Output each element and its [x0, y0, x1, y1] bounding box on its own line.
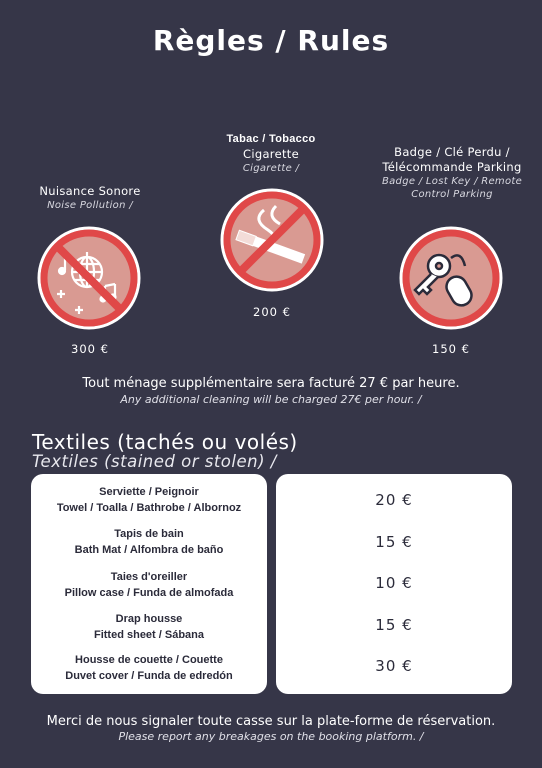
rule-smoking-price: 200 € — [253, 305, 291, 319]
textile-price-fitted-sheet: 15 € — [375, 616, 413, 634]
textile-item-fr: Taies d'oreiller — [110, 571, 188, 583]
textile-item-en: Duvet cover / Funda de edredón — [65, 670, 233, 682]
textile-price-duvet-cover: 30 € — [375, 657, 413, 675]
textiles-heading — [32, 430, 298, 471]
cleaning-notice-en: Any additional cleaning will be charged 27€ per hour. / — [120, 393, 422, 406]
textile-price-bath-mat: 15 € — [375, 533, 413, 551]
textile-item-en: Towel / Toalla / Bathrobe / Albornoz — [56, 502, 242, 514]
page-title: Règles / Rules — [152, 24, 390, 57]
rule-lost-key-label-fr: Badge / Clé Perdu / Télécommande Parking — [382, 145, 522, 174]
rule-noise — [20, 184, 160, 212]
noise-prohibited-icon — [35, 224, 143, 332]
textile-item-fr: Tapis de bain — [114, 528, 184, 540]
rule-lost-key-label-en: Badge / Lost Key / Remote Control Parking — [381, 176, 523, 200]
rule-lost-key — [366, 145, 538, 201]
textile-item-towel — [31, 484, 267, 516]
textiles-prices-panel — [276, 474, 512, 694]
lost-key-prohibited-icon — [397, 224, 505, 332]
rule-noise-label-fr: Nuisance Sonore — [39, 184, 141, 198]
textile-item-fr: Drap housse — [115, 613, 183, 625]
breakage-notice-fr: Merci de nous signaler toute casse sur la plate-forme de réservation. — [46, 714, 496, 729]
textile-price-pillow-case: 10 € — [375, 574, 413, 592]
no-smoking-icon — [218, 186, 326, 294]
textiles-heading-fr: Textiles (tachés ou volés) — [32, 430, 298, 454]
textile-item-fitted-sheet — [31, 611, 267, 643]
textiles-heading-en: Textiles (stained or stolen) / — [32, 452, 277, 471]
textile-item-bath-mat — [31, 526, 267, 558]
breakage-notice-en: Please report any breakages on the booking platform. / — [118, 730, 424, 743]
textile-price-towel: 20 € — [375, 491, 413, 509]
rule-lost-key-price: 150 € — [432, 342, 470, 356]
textile-item-en: Bath Mat / Alfombra de baño — [74, 544, 224, 556]
textile-item-en: Pillow case / Funda de almofada — [64, 587, 234, 599]
rule-smoking-label-bold: Tabac / Tobacco — [226, 133, 316, 145]
rule-smoking-label-en: Cigarette / — [242, 163, 300, 174]
textile-item-fr: Housse de couette / Couette — [75, 654, 223, 666]
textile-item-en: Fitted sheet / Sábana — [93, 629, 205, 641]
rule-smoking-label-fr: Cigarette — [243, 147, 299, 161]
rule-noise-label-en: Noise Pollution / — [47, 200, 133, 211]
textile-item-duvet-cover — [31, 652, 267, 684]
cleaning-notice-fr: Tout ménage supplémentaire sera facturé 27 € par heure. — [82, 376, 460, 391]
textile-item-fr: Serviette / Peignoir — [99, 486, 199, 498]
rule-noise-price: 300 € — [71, 342, 109, 356]
breakage-notice — [0, 714, 542, 743]
cleaning-notice — [0, 376, 542, 406]
textiles-items-panel — [31, 474, 267, 694]
textile-item-pillow-case — [31, 569, 267, 601]
rule-smoking — [201, 132, 341, 175]
